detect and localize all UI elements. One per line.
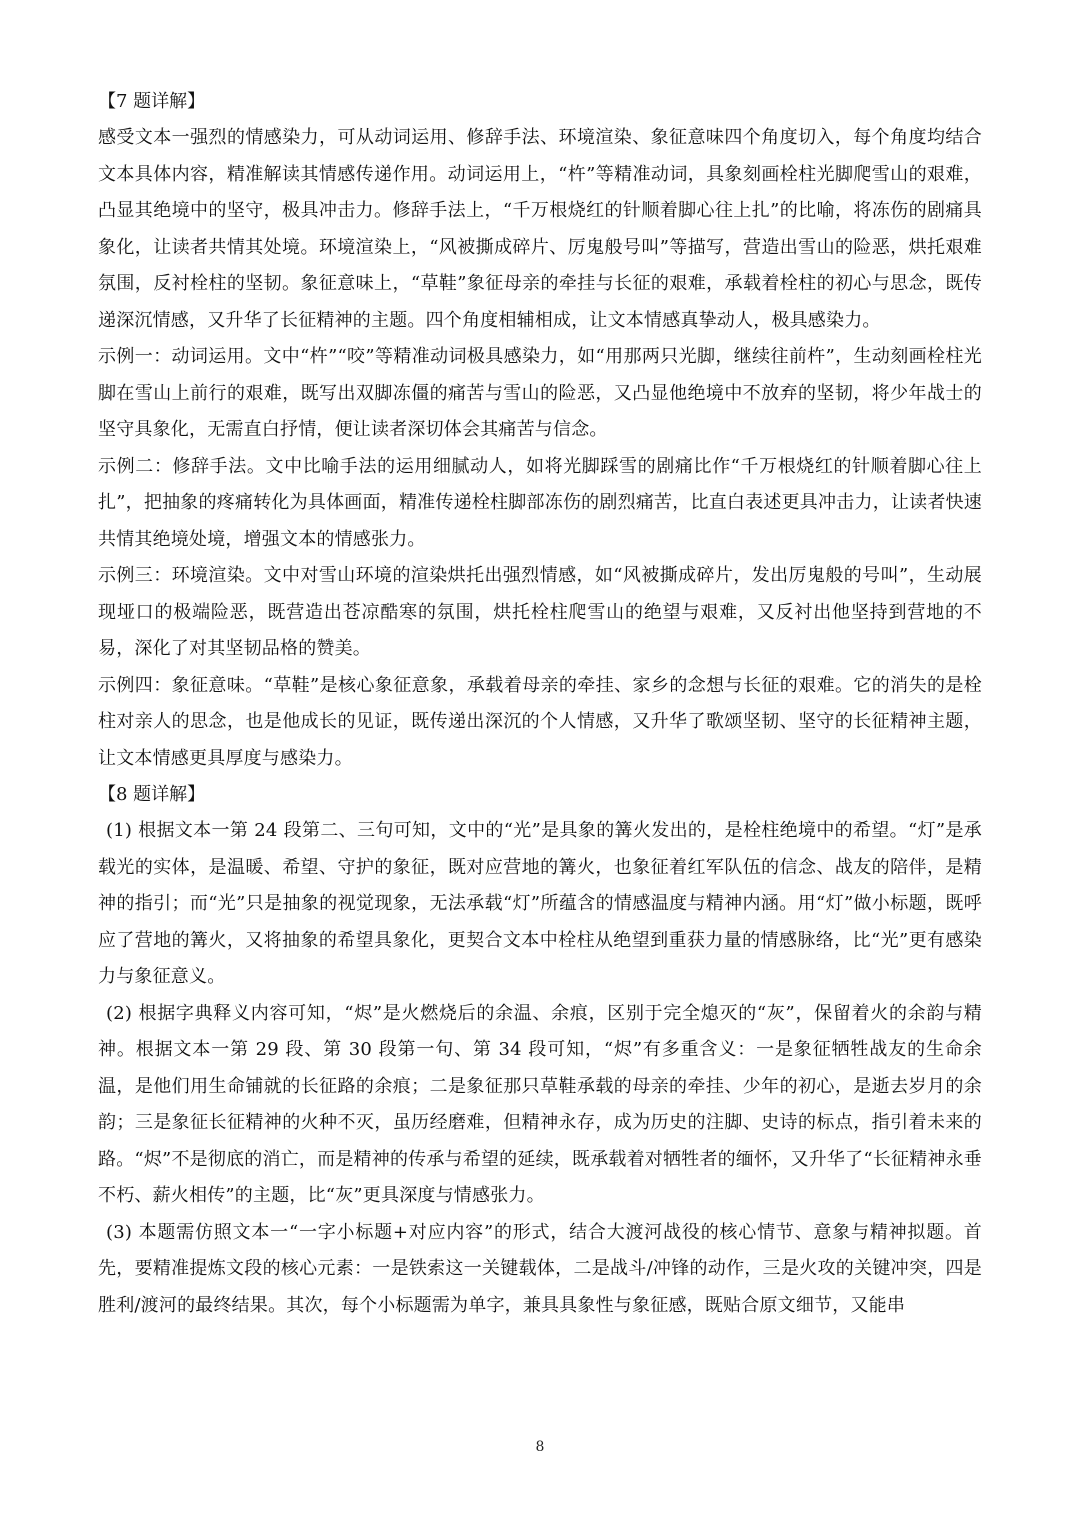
q7-example-1: 示例一：动词运用。文中“杵”“咬”等精准动词极具感染力，如“用那两只光脚，继续往前杵”，生动刻画栓柱光脚在雪山上前行的艰难，既写出双脚冻僵的痛苦与雪山的险恶，又凸显他绝境中不放弃的坚韧，将少年战士的坚守具象化，无需直白抒情，便让读者深切体会其痛苦与信念。 [98,346,982,440]
q8-part-1: (1) 根据文本一第 24 段第二、三句可知，文中的“光”是具象的篝火发出的，是栓柱绝境中的希望。“灯”是承载光的实体，是温暖、希望、守护的象征，既对应营地的篝火，也象征着红军队伍的信念、战友的陪伴，是精神的指引；而“光”只是抽象的视觉现象，无法承载“灯”所蕴含的情感温度与精神内涵。用“灯”做小标题，既呼应了营地的篝火，又将抽象的希望具象化，更契合文本中栓柱从绝望到重获力量的情感脉络，比“光”更有感染力与象征意义。 [98,820,982,987]
document-page [98,84,982,1324]
q8-heading: 【8 题详解】 [98,784,206,805]
page-number: 8 [535,1439,545,1455]
q7-example-4: 示例四：象征意味。“草鞋”是核心象征意象，承载着母亲的牵挂、家乡的念想与长征的艰难。它的消失的是栓柱对亲人的思念，也是他成长的见证，既传递出深沉的个人情感，又升华了歌颂坚韧、坚守的长征精神主题，让文本情感更具厚度与感染力。 [98,674,982,769]
q7-example-2: 示例二：修辞手法。文中比喻手法的运用细腻动人，如将光脚踩雪的剧痛比作“千万根烧红的针顺着脚心往上扎”，把抽象的疼痛转化为具体画面，精准传递栓柱脚部冻伤的剧烈痛苦，比直白表述更具冲击力，让读者快速共情其绝境处境，增强文本的情感张力。 [98,455,982,550]
q7-intro-paragraph: 感受文本一强烈的情感染力，可从动词运用、修辞手法、环境渲染、象征意味四个角度切入，每个角度均结合文本具体内容，精准解读其情感传递作用。动词运用上，“杵”等精准动词，具象刻画栓柱光脚爬雪山的艰难，凸显其绝境中的坚守，极具冲击力。修辞手法上，“千万根烧红的针顺着脚心往上扎”的比喻，将冻伤的剧痛具象化，让读者共情其处境。环境渲染上，“风被撕成碎片、厉鬼般号叫”等描写，营造出雪山的险恶，烘托艰难氛围，反衬栓柱的坚韧。象征意味上，“草鞋”象征母亲的牵挂与长征的艰难，承载着栓柱的初心与思念，既传递深沉情感，又升华了长征精神的主题。四个角度相辅相成，让文本情感真挚动人，极具感染力。 [98,127,982,331]
q7-heading: 【7 题详解】 [98,91,206,112]
q7-example-3: 示例三：环境渲染。文中对雪山环境的渲染烘托出强烈情感，如“风被撕成碎片，发出厉鬼般的号叫”，生动展现垭口的极端险恶，既营造出苍凉酷寒的氛围，烘托栓柱爬雪山的绝望与艰难，又反衬出他坚持到营地的不易，深化了对其坚韧品格的赞美。 [98,565,982,659]
q8-part-2: (2) 根据字典释义内容可知，“烬”是火燃烧后的余温、余痕，区别于完全熄灭的“灰”，保留着火的余韵与精神。根据文本一第 29 段、第 30 段第一句、第 34 段可知，“烬”有多重含义：一是象征牺牲战友的生命余温，是他们用生命铺就的长征路的余痕；二是象征那只草鞋承载的母亲的牵挂、少年的初心，是逝去岁月的余韵；三是象征长征精神的火种不灭，虽历经磨难，但精神永存，成为历史的注脚、史诗的标点，指引着未来的路。“烬”不是彻底的消亡，而是精神的传承与希望的延续，既承载着对牺牲者的缅怀，又升华了“长征精神永垂不朽、薪火相传”的主题，比“灰”更具深度与情感张力。 [98,1002,982,1206]
q8-part-3: (3) 本题需仿照文本一“一字小标题+对应内容”的形式，结合大渡河战役的核心情节、意象与精神拟题。首先，要精准提炼文段的核心元素：一是铁索这一关键载体，二是战斗/冲锋的动作，三是火攻的关键冲突，四是胜利/渡河的最终结果。其次，每个小标题需为单字，兼具具象性与象征感，既贴合原文细节，又能串 [98,1221,982,1316]
